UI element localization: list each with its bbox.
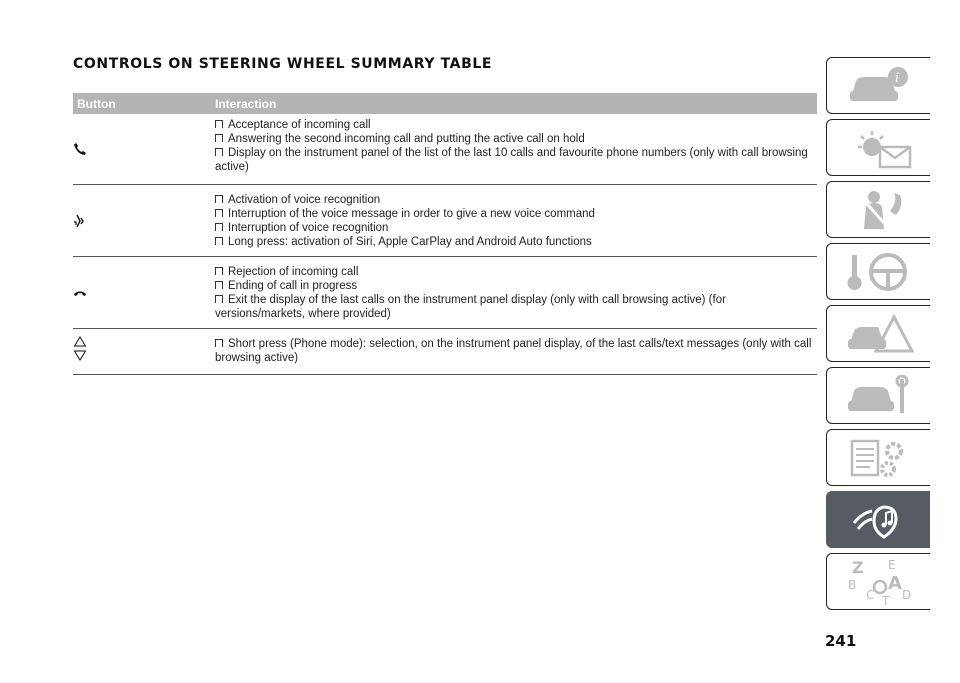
summary-table — [73, 93, 817, 375]
tab-emergency[interactable] — [826, 305, 930, 362]
svg-text:B: B — [847, 577, 856, 592]
safety-seatbelt-airbag-icon — [844, 189, 914, 231]
car-service-wrench-icon — [844, 375, 914, 417]
car-info-icon — [844, 65, 914, 107]
table-row — [73, 185, 817, 257]
phone-hangup-icon — [73, 289, 87, 297]
bullet-icon — [215, 237, 223, 245]
svg-text:i: i — [894, 70, 899, 86]
table-row — [73, 257, 817, 329]
bullet-icon — [215, 295, 223, 303]
tab-warning-lights[interactable] — [826, 119, 930, 176]
svg-text:C: C — [865, 587, 874, 602]
bullet-icon — [215, 120, 223, 128]
list-item: Activation of voice recognition — [215, 193, 817, 207]
button-cell — [73, 257, 215, 328]
bullet-icon — [215, 134, 223, 142]
interaction-cell — [215, 185, 817, 256]
interaction-cell — [215, 114, 817, 184]
tab-technical-data[interactable] — [826, 429, 930, 486]
technical-data-gear-icon — [844, 437, 914, 479]
header-interaction: Interaction — [215, 96, 277, 111]
tab-car-info[interactable] — [826, 57, 930, 114]
list-item: Short press (Phone mode): selection, on the instrument panel display, of the last calls/text messages (only with call browsing active) — [215, 338, 812, 364]
table-header — [73, 93, 817, 114]
bullet-icon — [215, 339, 223, 347]
list-item: Answering the second incoming call and putting the active call on hold — [215, 132, 817, 146]
svg-text:A: A — [887, 572, 902, 594]
bullet-icon — [215, 267, 223, 275]
tab-index[interactable] — [826, 553, 930, 610]
list-item: Interruption of the voice message in order to give a new voice command — [215, 207, 817, 221]
up-down-arrows-icon — [73, 335, 87, 363]
button-cell — [73, 114, 215, 184]
svg-text:E: E — [887, 557, 896, 572]
tab-starting-driving[interactable] — [826, 243, 930, 300]
button-cell — [73, 329, 215, 374]
interaction-cell — [215, 329, 817, 374]
tab-multimedia[interactable] — [826, 491, 930, 548]
table-row — [73, 114, 817, 185]
tab-safety[interactable] — [826, 181, 930, 238]
multimedia-music-icon — [844, 499, 914, 541]
alphabetical-index-icon — [844, 557, 914, 607]
list-item: Interruption of voice recognition — [215, 221, 817, 235]
interaction-cell — [215, 257, 817, 328]
table-row — [73, 329, 817, 375]
svg-text:T: T — [881, 593, 889, 607]
list-item: Ending of call in progress — [215, 279, 817, 293]
phone-answer-icon — [73, 142, 87, 156]
list-item: Acceptance of incoming call — [215, 118, 817, 132]
list-item: Display on the instrument panel of the list of the last 10 calls and favourite phone numbers (only with call browsing active) — [215, 147, 808, 173]
warning-light-message-icon — [844, 127, 914, 169]
list-item: Rejection of incoming call — [215, 265, 817, 279]
bullet-icon — [215, 281, 223, 289]
page-title: CONTROLS ON STEERING WHEEL SUMMARY TABLE — [73, 56, 493, 72]
button-cell — [73, 185, 215, 256]
bullet-icon — [215, 195, 223, 203]
header-button: Button — [77, 96, 116, 111]
key-steering-wheel-icon — [844, 251, 914, 293]
page-number: 241 — [825, 632, 857, 650]
voice-recognition-icon — [73, 213, 87, 229]
tab-maintenance[interactable] — [826, 367, 930, 424]
bullet-icon — [215, 223, 223, 231]
list-item: Exit the display of the last calls on the instrument panel display (only with call browsing active) (for versions/markets, where provided) — [215, 294, 726, 320]
svg-text:D: D — [901, 587, 911, 602]
bullet-icon — [215, 148, 223, 156]
list-item: Long press: activation of Siri, Apple CarPlay and Android Auto functions — [215, 235, 817, 249]
bullet-icon — [215, 209, 223, 217]
car-emergency-icon — [844, 313, 914, 355]
svg-text:Z: Z — [851, 557, 864, 577]
